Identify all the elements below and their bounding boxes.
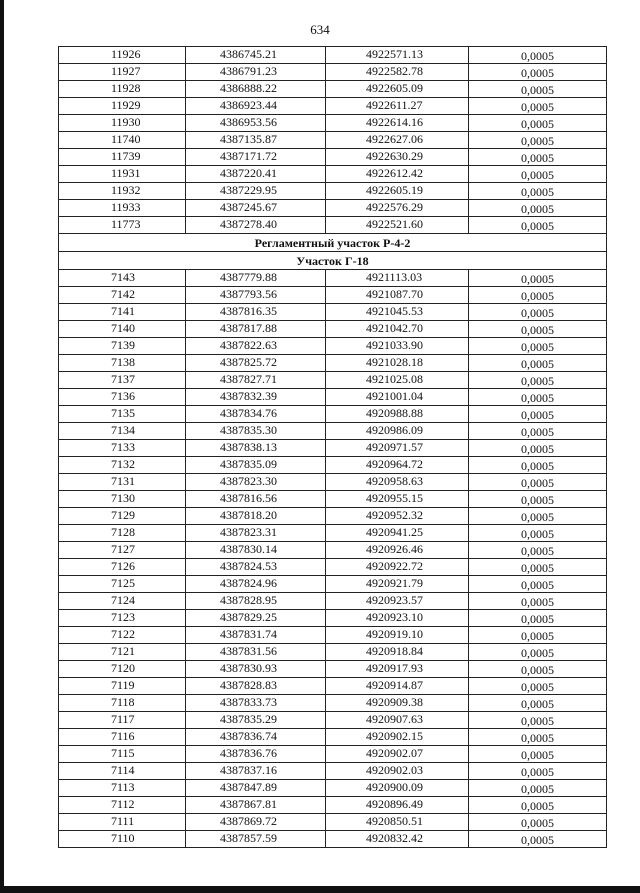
tolerance-cell: 0,0005 bbox=[469, 542, 607, 559]
y-coordinate-cell: 4922582.78 bbox=[326, 64, 469, 81]
tolerance-cell: 0,0005 bbox=[469, 780, 607, 797]
tolerance-cell: 0,0005 bbox=[469, 712, 607, 729]
point-number-cell: 7120 bbox=[59, 661, 186, 678]
table-row bbox=[59, 712, 607, 729]
tolerance-cell: 0,0005 bbox=[469, 406, 607, 423]
x-coordinate-cell: 4387220.41 bbox=[186, 166, 326, 183]
x-coordinate-cell: 4387135.87 bbox=[186, 132, 326, 149]
x-coordinate-cell: 4387831.74 bbox=[186, 627, 326, 644]
y-coordinate-cell: 4920902.15 bbox=[326, 729, 469, 746]
point-number-cell: 7142 bbox=[59, 287, 186, 304]
x-coordinate-cell: 4387867.81 bbox=[186, 797, 326, 814]
x-coordinate-cell: 4387829.25 bbox=[186, 610, 326, 627]
section-title: Участок Г-18 bbox=[59, 252, 607, 270]
tolerance-cell: 0,0005 bbox=[469, 491, 607, 508]
table-row bbox=[59, 763, 607, 780]
x-coordinate-cell: 4387823.30 bbox=[186, 474, 326, 491]
x-coordinate-cell: 4387245.67 bbox=[186, 200, 326, 217]
x-coordinate-cell: 4387836.76 bbox=[186, 746, 326, 763]
table-row bbox=[59, 304, 607, 321]
tolerance-cell: 0,0005 bbox=[469, 474, 607, 491]
y-coordinate-cell: 4922605.19 bbox=[326, 183, 469, 200]
tolerance-cell: 0,0005 bbox=[469, 661, 607, 678]
table-row bbox=[59, 338, 607, 355]
table-row bbox=[59, 474, 607, 491]
point-number-cell: 11933 bbox=[59, 200, 186, 217]
tolerance-cell: 0,0005 bbox=[469, 47, 607, 64]
tolerance-cell: 0,0005 bbox=[469, 525, 607, 542]
table-row bbox=[59, 797, 607, 814]
point-number-cell: 7115 bbox=[59, 746, 186, 763]
x-coordinate-cell: 4386923.44 bbox=[186, 98, 326, 115]
y-coordinate-cell: 4921033.90 bbox=[326, 338, 469, 355]
section-header-row bbox=[59, 252, 607, 270]
point-number-cell: 7133 bbox=[59, 440, 186, 457]
tolerance-cell: 0,0005 bbox=[469, 695, 607, 712]
tolerance-cell: 0,0005 bbox=[469, 423, 607, 440]
point-number-cell: 7113 bbox=[59, 780, 186, 797]
tolerance-cell: 0,0005 bbox=[469, 729, 607, 746]
y-coordinate-cell: 4922576.29 bbox=[326, 200, 469, 217]
scan-edge-left bbox=[0, 0, 4, 893]
point-number-cell: 7111 bbox=[59, 814, 186, 831]
point-number-cell: 7134 bbox=[59, 423, 186, 440]
point-number-cell: 7126 bbox=[59, 559, 186, 576]
y-coordinate-cell: 4921045.53 bbox=[326, 304, 469, 321]
point-number-cell: 11932 bbox=[59, 183, 186, 200]
y-coordinate-cell: 4920902.07 bbox=[326, 746, 469, 763]
point-number-cell: 11926 bbox=[59, 47, 186, 64]
x-coordinate-cell: 4387818.20 bbox=[186, 508, 326, 525]
table-row bbox=[59, 440, 607, 457]
table-row bbox=[59, 729, 607, 746]
page-number: 634 bbox=[310, 22, 330, 37]
tolerance-cell: 0,0005 bbox=[469, 457, 607, 474]
y-coordinate-cell: 4920919.10 bbox=[326, 627, 469, 644]
y-coordinate-cell: 4920923.57 bbox=[326, 593, 469, 610]
y-coordinate-cell: 4920952.32 bbox=[326, 508, 469, 525]
table-row bbox=[59, 270, 607, 287]
y-coordinate-cell: 4921028.18 bbox=[326, 355, 469, 372]
y-coordinate-cell: 4920921.79 bbox=[326, 576, 469, 593]
x-coordinate-cell: 4387832.39 bbox=[186, 389, 326, 406]
table-row bbox=[59, 695, 607, 712]
x-coordinate-cell: 4387830.14 bbox=[186, 542, 326, 559]
y-coordinate-cell: 4922627.06 bbox=[326, 132, 469, 149]
tolerance-cell: 0,0005 bbox=[469, 763, 607, 780]
x-coordinate-cell: 4387822.63 bbox=[186, 338, 326, 355]
table-row bbox=[59, 115, 607, 132]
table-row bbox=[59, 491, 607, 508]
x-coordinate-cell: 4387830.93 bbox=[186, 661, 326, 678]
table-row bbox=[59, 355, 607, 372]
tolerance-cell: 0,0005 bbox=[469, 132, 607, 149]
table-row bbox=[59, 183, 607, 200]
table-row bbox=[59, 132, 607, 149]
point-number-cell: 7138 bbox=[59, 355, 186, 372]
tolerance-cell: 0,0005 bbox=[469, 81, 607, 98]
tolerance-cell: 0,0005 bbox=[469, 593, 607, 610]
tolerance-cell: 0,0005 bbox=[469, 610, 607, 627]
point-number-cell: 11740 bbox=[59, 132, 186, 149]
table-row bbox=[59, 64, 607, 81]
x-coordinate-cell: 4387834.76 bbox=[186, 406, 326, 423]
x-coordinate-cell: 4387837.16 bbox=[186, 763, 326, 780]
x-coordinate-cell: 4387171.72 bbox=[186, 149, 326, 166]
x-coordinate-cell: 4387824.53 bbox=[186, 559, 326, 576]
y-coordinate-cell: 4920941.25 bbox=[326, 525, 469, 542]
table-row bbox=[59, 457, 607, 474]
y-coordinate-cell: 4920971.57 bbox=[326, 440, 469, 457]
point-number-cell: 7118 bbox=[59, 695, 186, 712]
x-coordinate-cell: 4387816.35 bbox=[186, 304, 326, 321]
point-number-cell: 7136 bbox=[59, 389, 186, 406]
x-coordinate-cell: 4387816.56 bbox=[186, 491, 326, 508]
table-row bbox=[59, 627, 607, 644]
point-number-cell: 11773 bbox=[59, 217, 186, 234]
tolerance-cell: 0,0005 bbox=[469, 746, 607, 763]
y-coordinate-cell: 4920955.15 bbox=[326, 491, 469, 508]
x-coordinate-cell: 4387857.59 bbox=[186, 831, 326, 848]
y-coordinate-cell: 4922630.29 bbox=[326, 149, 469, 166]
tolerance-cell: 0,0005 bbox=[469, 389, 607, 406]
x-coordinate-cell: 4387827.71 bbox=[186, 372, 326, 389]
section-title: Регламентный участок Р-4-2 bbox=[59, 234, 607, 252]
point-number-cell: 7121 bbox=[59, 644, 186, 661]
y-coordinate-cell: 4921113.03 bbox=[326, 270, 469, 287]
x-coordinate-cell: 4387823.31 bbox=[186, 525, 326, 542]
x-coordinate-cell: 4386953.56 bbox=[186, 115, 326, 132]
tolerance-cell: 0,0005 bbox=[469, 304, 607, 321]
table-row bbox=[59, 661, 607, 678]
table-row bbox=[59, 149, 607, 166]
point-number-cell: 11739 bbox=[59, 149, 186, 166]
y-coordinate-cell: 4921001.04 bbox=[326, 389, 469, 406]
x-coordinate-cell: 4387835.09 bbox=[186, 457, 326, 474]
point-number-cell: 11929 bbox=[59, 98, 186, 115]
point-number-cell: 11931 bbox=[59, 166, 186, 183]
table-row bbox=[59, 610, 607, 627]
table-row bbox=[59, 406, 607, 423]
tolerance-cell: 0,0005 bbox=[469, 627, 607, 644]
table-row bbox=[59, 287, 607, 304]
point-number-cell: 7116 bbox=[59, 729, 186, 746]
tolerance-cell: 0,0005 bbox=[469, 440, 607, 457]
x-coordinate-cell: 4387836.74 bbox=[186, 729, 326, 746]
tolerance-cell: 0,0005 bbox=[469, 166, 607, 183]
table-row bbox=[59, 593, 607, 610]
x-coordinate-cell: 4387779.88 bbox=[186, 270, 326, 287]
y-coordinate-cell: 4920988.88 bbox=[326, 406, 469, 423]
y-coordinate-cell: 4920900.09 bbox=[326, 780, 469, 797]
point-number-cell: 11928 bbox=[59, 81, 186, 98]
point-number-cell: 7132 bbox=[59, 457, 186, 474]
table-row bbox=[59, 559, 607, 576]
point-number-cell: 7137 bbox=[59, 372, 186, 389]
table-row bbox=[59, 47, 607, 64]
table-row bbox=[59, 508, 607, 525]
y-coordinate-cell: 4920909.38 bbox=[326, 695, 469, 712]
point-number-cell: 7129 bbox=[59, 508, 186, 525]
y-coordinate-cell: 4922571.13 bbox=[326, 47, 469, 64]
y-coordinate-cell: 4920958.63 bbox=[326, 474, 469, 491]
coordinates-table bbox=[58, 46, 607, 848]
x-coordinate-cell: 4387229.95 bbox=[186, 183, 326, 200]
table-row bbox=[59, 814, 607, 831]
table-row bbox=[59, 372, 607, 389]
tolerance-cell: 0,0005 bbox=[469, 64, 607, 81]
y-coordinate-cell: 4920917.93 bbox=[326, 661, 469, 678]
point-number-cell: 7117 bbox=[59, 712, 186, 729]
x-coordinate-cell: 4387828.83 bbox=[186, 678, 326, 695]
x-coordinate-cell: 4387278.40 bbox=[186, 217, 326, 234]
point-number-cell: 7139 bbox=[59, 338, 186, 355]
x-coordinate-cell: 4387828.95 bbox=[186, 593, 326, 610]
point-number-cell: 7110 bbox=[59, 831, 186, 848]
y-coordinate-cell: 4920832.42 bbox=[326, 831, 469, 848]
tolerance-cell: 0,0005 bbox=[469, 321, 607, 338]
x-coordinate-cell: 4386791.23 bbox=[186, 64, 326, 81]
y-coordinate-cell: 4920907.63 bbox=[326, 712, 469, 729]
point-number-cell: 7131 bbox=[59, 474, 186, 491]
table-row bbox=[59, 98, 607, 115]
tolerance-cell: 0,0005 bbox=[469, 149, 607, 166]
table-row bbox=[59, 81, 607, 98]
table-row bbox=[59, 746, 607, 763]
tolerance-cell: 0,0005 bbox=[469, 355, 607, 372]
tolerance-cell: 0,0005 bbox=[469, 338, 607, 355]
point-number-cell: 7140 bbox=[59, 321, 186, 338]
table-row bbox=[59, 780, 607, 797]
table-row bbox=[59, 217, 607, 234]
x-coordinate-cell: 4387835.30 bbox=[186, 423, 326, 440]
tolerance-cell: 0,0005 bbox=[469, 98, 607, 115]
y-coordinate-cell: 4920986.09 bbox=[326, 423, 469, 440]
tolerance-cell: 0,0005 bbox=[469, 372, 607, 389]
y-coordinate-cell: 4922612.42 bbox=[326, 166, 469, 183]
x-coordinate-cell: 4387869.72 bbox=[186, 814, 326, 831]
y-coordinate-cell: 4922614.16 bbox=[326, 115, 469, 132]
table-row bbox=[59, 321, 607, 338]
y-coordinate-cell: 4920850.51 bbox=[326, 814, 469, 831]
point-number-cell: 7123 bbox=[59, 610, 186, 627]
y-coordinate-cell: 4920923.10 bbox=[326, 610, 469, 627]
table-row bbox=[59, 200, 607, 217]
point-number-cell: 7128 bbox=[59, 525, 186, 542]
y-coordinate-cell: 4921042.70 bbox=[326, 321, 469, 338]
x-coordinate-cell: 4387817.88 bbox=[186, 321, 326, 338]
point-number-cell: 7125 bbox=[59, 576, 186, 593]
table-row bbox=[59, 542, 607, 559]
x-coordinate-cell: 4386888.22 bbox=[186, 81, 326, 98]
tolerance-cell: 0,0005 bbox=[469, 508, 607, 525]
y-coordinate-cell: 4920926.46 bbox=[326, 542, 469, 559]
y-coordinate-cell: 4920914.87 bbox=[326, 678, 469, 695]
table-row bbox=[59, 389, 607, 406]
tolerance-cell: 0,0005 bbox=[469, 287, 607, 304]
table-row bbox=[59, 831, 607, 848]
table-row bbox=[59, 576, 607, 593]
point-number-cell: 7143 bbox=[59, 270, 186, 287]
tolerance-cell: 0,0005 bbox=[469, 200, 607, 217]
x-coordinate-cell: 4387824.96 bbox=[186, 576, 326, 593]
point-number-cell: 7112 bbox=[59, 797, 186, 814]
table-row bbox=[59, 525, 607, 542]
y-coordinate-cell: 4922521.60 bbox=[326, 217, 469, 234]
x-coordinate-cell: 4387825.72 bbox=[186, 355, 326, 372]
x-coordinate-cell: 4387833.73 bbox=[186, 695, 326, 712]
table-row bbox=[59, 423, 607, 440]
tolerance-cell: 0,0005 bbox=[469, 217, 607, 234]
point-number-cell: 7141 bbox=[59, 304, 186, 321]
y-coordinate-cell: 4922605.09 bbox=[326, 81, 469, 98]
x-coordinate-cell: 4387831.56 bbox=[186, 644, 326, 661]
x-coordinate-cell: 4386745.21 bbox=[186, 47, 326, 64]
tolerance-cell: 0,0005 bbox=[469, 115, 607, 132]
tolerance-cell: 0,0005 bbox=[469, 576, 607, 593]
x-coordinate-cell: 4387838.13 bbox=[186, 440, 326, 457]
point-number-cell: 7119 bbox=[59, 678, 186, 695]
point-number-cell: 7127 bbox=[59, 542, 186, 559]
tolerance-cell: 0,0005 bbox=[469, 678, 607, 695]
tolerance-cell: 0,0005 bbox=[469, 559, 607, 576]
point-number-cell: 7130 bbox=[59, 491, 186, 508]
x-coordinate-cell: 4387793.56 bbox=[186, 287, 326, 304]
y-coordinate-cell: 4920922.72 bbox=[326, 559, 469, 576]
tolerance-cell: 0,0005 bbox=[469, 831, 607, 848]
point-number-cell: 7124 bbox=[59, 593, 186, 610]
table-row bbox=[59, 678, 607, 695]
section-header-row bbox=[59, 234, 607, 252]
y-coordinate-cell: 4922611.27 bbox=[326, 98, 469, 115]
tolerance-cell: 0,0005 bbox=[469, 814, 607, 831]
point-number-cell: 7114 bbox=[59, 763, 186, 780]
y-coordinate-cell: 4920918.84 bbox=[326, 644, 469, 661]
y-coordinate-cell: 4920896.49 bbox=[326, 797, 469, 814]
scan-edge-bottom bbox=[0, 886, 640, 893]
x-coordinate-cell: 4387847.89 bbox=[186, 780, 326, 797]
tolerance-cell: 0,0005 bbox=[469, 797, 607, 814]
point-number-cell: 11930 bbox=[59, 115, 186, 132]
tolerance-cell: 0,0005 bbox=[469, 644, 607, 661]
y-coordinate-cell: 4920902.03 bbox=[326, 763, 469, 780]
coordinates-table-body bbox=[59, 47, 607, 848]
y-coordinate-cell: 4921025.08 bbox=[326, 372, 469, 389]
point-number-cell: 11927 bbox=[59, 64, 186, 81]
tolerance-cell: 0,0005 bbox=[469, 183, 607, 200]
table-row bbox=[59, 166, 607, 183]
table-row bbox=[59, 644, 607, 661]
point-number-cell: 7122 bbox=[59, 627, 186, 644]
y-coordinate-cell: 4920964.72 bbox=[326, 457, 469, 474]
tolerance-cell: 0,0005 bbox=[469, 270, 607, 287]
point-number-cell: 7135 bbox=[59, 406, 186, 423]
y-coordinate-cell: 4921087.70 bbox=[326, 287, 469, 304]
x-coordinate-cell: 4387835.29 bbox=[186, 712, 326, 729]
